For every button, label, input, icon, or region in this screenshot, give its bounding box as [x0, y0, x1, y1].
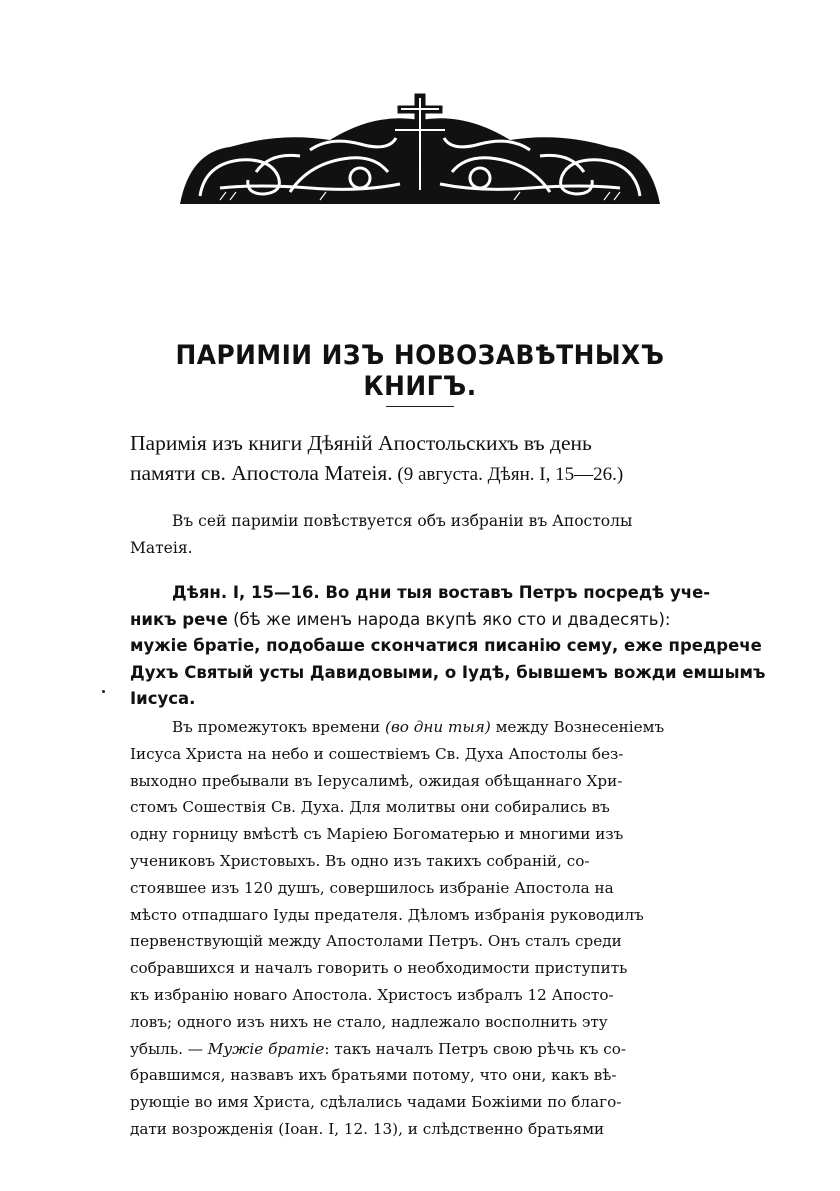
commentary-line: выходно пребывали въ Іерусалимѣ, ожидая обѣщаннаго Хри-: [130, 771, 623, 790]
intro-line: Въ сей париміи повѣствуется объ избраніи въ Апостолы: [172, 512, 633, 530]
intro-paragraph: [130, 508, 720, 562]
headpiece-ornament: [160, 92, 680, 212]
commentary-line: собравшихся и началъ говорить о необходимости приступить: [130, 959, 628, 978]
commentary-line: бравшимся, назвавъ ихъ братьями потому, что они, какъ вѣ-: [130, 1066, 617, 1085]
commentary-line: Въ промежутокъ времени (во дни тыя) между Вознесеніемъ: [172, 718, 665, 736]
title-divider: [386, 406, 454, 407]
commentary-line: рующіе во имя Христа, сдѣлались чадами Божіими по благо-: [130, 1093, 622, 1112]
commentary-line: дати возрожденія (Іоан. I, 12. 13), и слѣдственно братьями: [130, 1119, 605, 1138]
intro-line: Матеія.: [130, 539, 193, 557]
section-heading-feast: памяти св. Апостола Матеія.: [130, 461, 393, 485]
section-heading-reference: (9 августа. Дѣян. I, 15—26.): [392, 464, 624, 485]
section-heading: [130, 428, 720, 490]
commentary-line: первенствующій между Апостолами Петръ. Онъ сталъ среди: [130, 932, 622, 951]
verse-parenthesis: (бѣ же именъ народа вкупѣ яко сто и двадесять):: [227, 609, 671, 629]
commentary-paragraph: [130, 714, 722, 1143]
verse-line: Духъ Святый усты Давидовыми, о Іудѣ, бывшемъ вожди емшымъ: [130, 662, 766, 682]
scripture-verse: [130, 580, 766, 713]
commentary-line: Іисуса Христа на небо и сошествіемъ Св. Духа Апостолы без-: [130, 744, 624, 763]
commentary-line: ловъ; одного изъ нихъ не стало, надлежало восполнить эту: [130, 1012, 608, 1031]
page-title: ПАРИМІИ ИЗЪ НОВОЗАВѢТНЫХЪ КНИГЪ.: [175, 340, 665, 402]
margin-mark: [102, 690, 105, 693]
commentary-line: убыль. — Мужіе братіе: такъ началъ Петръ свою рѣчь къ со-: [130, 1039, 627, 1058]
commentary-line: учениковъ Христовыхъ. Въ одно изъ такихъ собраній, со-: [130, 851, 590, 870]
commentary-line: одну горницу вмѣстѣ съ Маріею Богоматерью и многими изъ: [130, 825, 624, 844]
verse-line: Дѣян. I, 15—16. Во дни тыя воставъ Петръ посредѣ уче-: [172, 583, 711, 602]
section-heading-line1: Паримія изъ книги Дѣяній Апостольскихъ въ день: [130, 431, 592, 455]
verse-line: никъ рече: [130, 609, 228, 629]
commentary-line: къ избранію новаго Апостола. Христосъ избралъ 12 Апосто-: [130, 985, 614, 1004]
verse-line: мужіе братіе, подобаше скончатися писанію сему, еже предрече: [130, 636, 762, 655]
verse-line: Іисуса.: [130, 689, 196, 708]
commentary-line: стомъ Сошествія Св. Духа. Для молитвы они собирались въ: [130, 798, 610, 817]
section-heading-line2: [130, 458, 720, 490]
commentary-line: стоявшее изъ 120 душъ, совершилось избраніе Апостола на: [130, 878, 614, 897]
commentary-line: мѣсто отпадшаго Іуды предателя. Дѣломъ избранія руководилъ: [130, 905, 644, 924]
